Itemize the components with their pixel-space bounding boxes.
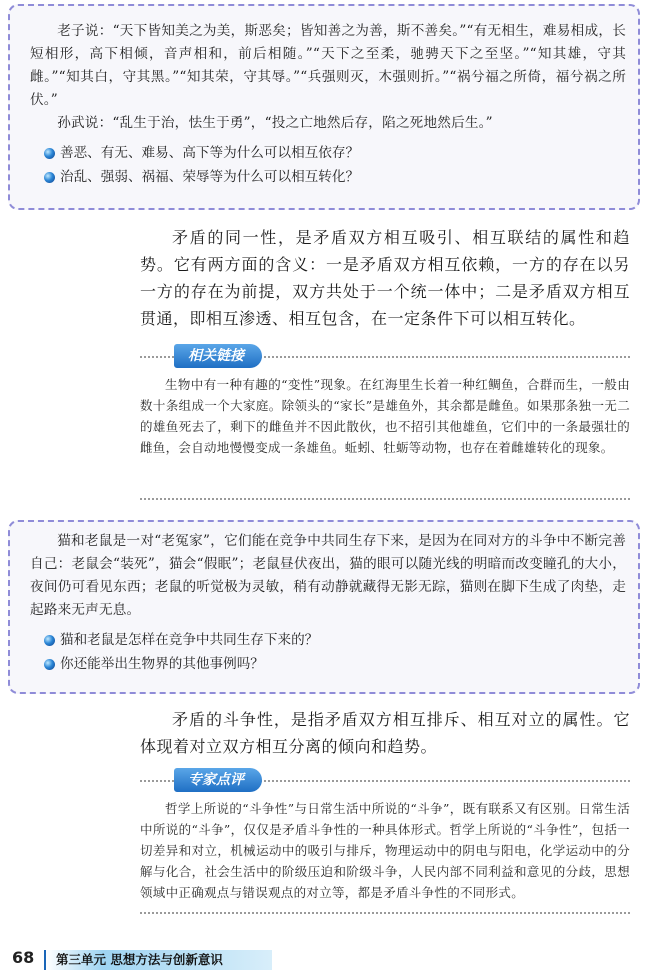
expert-commentary-text: 哲学上所说的“斗争性”与日常生活中所说的“斗争”，既有联系又有区别。日常生活中所说的“斗争”，仅仅是矛盾斗争性的一种具体形式。哲学上所说的“斗争性”，包括一切差异和对立，机械运动中的吸引与排斥，物理运动中的阴电与阳电，化学运动中的分解与化合，社会生活中的阶级压迫和阶级斗争，人民内部不同利益和意见的分歧，思想领域中正确观点与错误观点的对立等，都是矛盾斗争性的不同形式。 [140, 801, 630, 900]
main-paragraph-identity: 矛盾的同一性，是矛盾双方相互吸引、相互联结的属性和趋势。它有两方面的含义：一是矛盾双方相互依赖，一方的存在以另一方的存在为前提，双方共处于一个统一体中；二是矛盾双方相互贯通，即相互渗透、相互包含，在一定条件下可以相互转化。 [140, 228, 630, 328]
blue-sphere-bullet-icon [44, 148, 55, 159]
blue-sphere-bullet-icon [44, 635, 55, 646]
section-tag: 相关链接 [174, 344, 262, 368]
question-text: 治乱、强弱、祸福、荣辱等为什么可以相互转化？ [60, 169, 360, 185]
unit-title: 第三单元 思想方法与创新意识 [56, 952, 223, 967]
unit-title-bar [44, 950, 272, 970]
section-header-expert-commentary [140, 768, 630, 794]
related-link-text: 生物中有一种有趣的“变性”现象。在红海里生长着一种红鲷鱼，合群而生，一般由数十条组成一个大家庭。除领头的“家长”是雄鱼外，其余都是雌鱼。如果那条独一无二的雄鱼死去了，剩下的雌鱼并不因此散伙，也不招引其他雄鱼，它们中的一条最强壮的雌鱼，会自动地慢慢变成一条雄鱼。蚯蚓、牡蛎等动物，也存在着雌雄转化的现象。 [140, 377, 630, 455]
question-item [30, 141, 626, 165]
question-item [30, 652, 626, 676]
question-item [30, 165, 626, 189]
page-footer [0, 946, 650, 974]
main-paragraph-struggle: 矛盾的斗争性，是指矛盾双方相互排斥、相互对立的属性。它体现着对立双方相互分离的倾向和趋势。 [140, 710, 630, 756]
laozi-quote: 老子说：“天下皆知美之为美，斯恶矣；皆知善之为善，斯不善矣。”“有无相生，难易相成，长短相形，高下相倾，音声相和，前后相随。”“天下之至柔，驰骋天下之至坚。”“知其雄，守其雌。”“知其白，守其黑。”“知其荣，守其辱。”“兵强则灭，木强则折。”“祸兮福之所倚，福兮祸之所伏。” [30, 23, 626, 108]
question-text: 你还能举出生物界的其他事例吗？ [60, 656, 264, 672]
quote-box-laozi-sunwu [8, 4, 640, 210]
dotted-divider [140, 912, 630, 914]
question-text: 善恶、有无、难易、高下等为什么可以相互依存？ [60, 145, 360, 161]
dotted-divider [140, 498, 630, 500]
cat-mouse-text: 猫和老鼠是一对“老冤家”，它们能在竞争中共同生存下来，是因为在同对方的斗争中不断完善自己：老鼠会“装死”，猫会“假眠”；老鼠昼伏夜出，猫的眼可以随光线的明暗而改变瞳孔的大小，夜间仍可看见东西；老鼠的听觉极为灵敏，稍有动静就藏得无影无踪，猫则在脚下生成了肉垫，走起路来无声无息。 [30, 533, 626, 618]
section-header-related-link [140, 344, 630, 370]
blue-sphere-bullet-icon [44, 659, 55, 670]
question-text: 猫和老鼠是怎样在竞争中共同生存下来的？ [60, 632, 319, 648]
blue-sphere-bullet-icon [44, 172, 55, 183]
sunwu-quote: 孙武说：“乱生于治，怯生于勇”，“投之亡地然后存，陷之死地然后生。” [57, 115, 493, 131]
page-number: 68 [12, 948, 35, 967]
activity-box-cat-mouse [8, 520, 640, 694]
question-item [30, 628, 626, 652]
section-tag: 专家点评 [174, 768, 262, 792]
